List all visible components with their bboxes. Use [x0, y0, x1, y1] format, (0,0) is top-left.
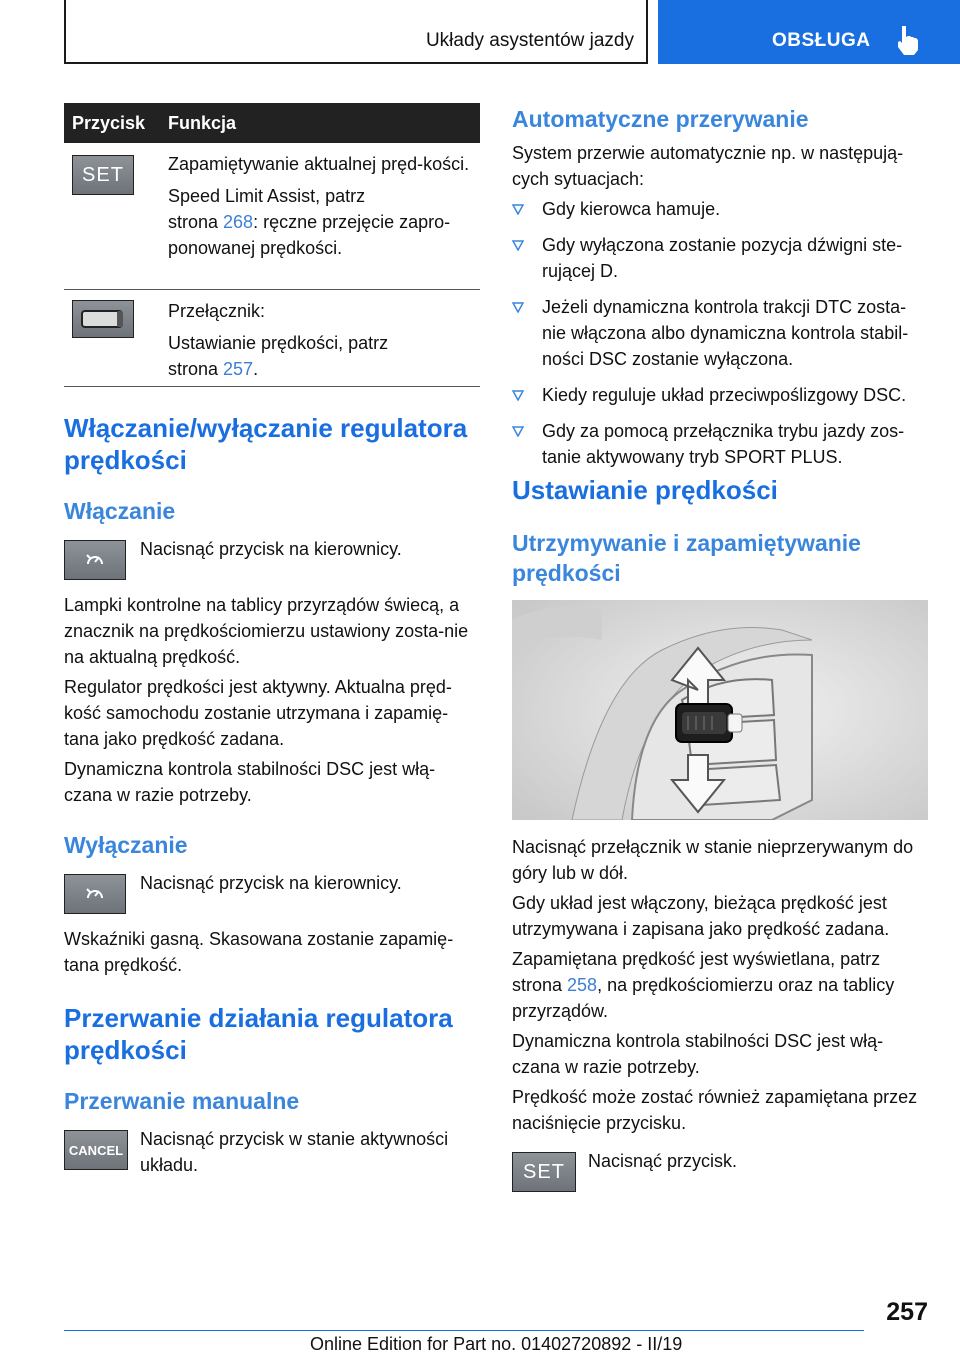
- page-link-268[interactable]: 268: [223, 212, 254, 232]
- list-item: Gdy wyłączona zostanie pozycja dźwigni ste-rującej D.: [512, 232, 928, 284]
- on-button-text: Nacisnąć przycisk na kierownicy.: [140, 539, 402, 559]
- hold-paragraph-3: Zapamiętana prędkość jest wyświetlana, patrz strona 258, na prędkościomierzu oraz na tablicy przyrządów.: [512, 949, 895, 1021]
- steering-wheel-switch-photo: [512, 600, 928, 820]
- hold-paragraph-5: Prędkość może zostać również zapamiętana przez naciśnięcie przycisku.: [512, 1087, 918, 1133]
- page-link-258[interactable]: 258: [567, 975, 598, 995]
- row2-text-2: Ustawianie prędkości, patrz strona 257.: [168, 333, 389, 379]
- set-button-text: Nacisnąć przycisk.: [588, 1151, 738, 1171]
- triangle-bullet-icon: [512, 239, 524, 251]
- heading-set-speed: Ustawianie prędkości: [512, 475, 778, 505]
- set-button-image: [72, 155, 134, 195]
- table-header: [64, 103, 480, 143]
- header-title-box: [64, 0, 648, 64]
- rocker-switch-icon: [79, 307, 127, 331]
- list-item: Kiedy reguluje układ przeciwpoślizgowy DSC.: [512, 382, 928, 408]
- rocker-switch-image: [72, 300, 134, 338]
- hold-paragraph-2: Gdy układ jest włączony, bieżąca prędkość jest utrzymywana i zapisana jako prędkość zadana.: [512, 893, 890, 939]
- heading-on: Włączanie: [64, 498, 176, 524]
- footer-edition: Online Edition for Part no. 01402720892 - II/19: [310, 1334, 683, 1354]
- page-link-257[interactable]: 257: [223, 359, 254, 379]
- heading-off: Wyłączanie: [64, 832, 188, 858]
- hold-paragraph-1: Nacisnąć przełącznik w stanie nieprzerywanym do góry lub w dół.: [512, 837, 914, 883]
- on-paragraph-3: Dynamiczna kontrola stabilności DSC jest włą-czana w razie potrzeby.: [64, 759, 436, 805]
- on-paragraph-1: Lampki kontrolne na tablicy przyrządów świecą, a znacznik na prędkościomierzu ustawiony zosta-nie na aktualną prędkość.: [64, 595, 469, 667]
- table-row: [64, 143, 480, 290]
- row2-text-1: Przełącznik:: [168, 301, 266, 321]
- set-button-image: [512, 1152, 576, 1192]
- table-header-button: Przycisk: [72, 113, 146, 133]
- on-paragraph-2: Regulator prędkości jest aktywny. Aktualna pręd-kość samochodu zostanie utrzymana i zapamię-tana jako prędkość zadana.: [64, 677, 452, 749]
- table-row: [64, 290, 480, 387]
- cruise-control-icon: [83, 884, 107, 904]
- heading-interrupt: Przerwanie działania regulatora prędkości: [64, 1003, 453, 1065]
- cancel-button-image: [64, 1130, 128, 1170]
- hand-pointer-icon: [894, 24, 922, 56]
- header-section-tab: [658, 0, 960, 64]
- list-item: Jeżeli dynamiczna kontrola trakcji DTC zosta-nie włączona albo dynamiczna kontrola stabil-ności DSC zostanie wyłączona.: [512, 294, 928, 372]
- steering-wheel-illustration: [512, 600, 928, 820]
- auto-bullet-list: [512, 196, 928, 480]
- off-paragraph: Wskaźniki gasną. Skasowana zostanie zapamię-tana prędkość.: [64, 929, 454, 975]
- triangle-bullet-icon: [512, 203, 524, 215]
- set-key-label: SET: [82, 163, 124, 186]
- header-title: Układy asystentów jazdy: [425, 30, 634, 51]
- manual-text: Nacisnąć przycisk w stanie aktywności układu.: [140, 1129, 449, 1175]
- triangle-bullet-icon: [512, 425, 524, 437]
- list-item: Gdy za pomocą przełącznika trybu jazdy zos-tanie aktywowany tryb SPORT PLUS.: [512, 418, 928, 470]
- cruise-button-image: [64, 540, 126, 580]
- footer-divider: [64, 1330, 864, 1331]
- heading-manual: Przerwanie manualne: [64, 1088, 300, 1114]
- list-item: Gdy kierowca hamuje.: [512, 196, 928, 222]
- cruise-control-icon: [83, 550, 107, 570]
- cruise-button-image-off: [64, 874, 126, 914]
- set-key-label: SET: [523, 1160, 565, 1183]
- heading-on-off: Włączanie/wyłączanie regulatora prędkości: [64, 413, 468, 475]
- triangle-bullet-icon: [512, 389, 524, 401]
- auto-paragraph: System przerwie automatycznie np. w następują-cych sytuacjach:: [512, 143, 904, 189]
- heading-hold: Utrzymywanie i zapamiętywanie prędkości: [512, 530, 861, 586]
- table-header-function: Funkcja: [168, 113, 237, 133]
- triangle-bullet-icon: [512, 301, 524, 313]
- cancel-key-label: CANCEL: [68, 1142, 124, 1158]
- row1-text-1: Zapamiętywanie aktualnej pręd-kości.: [168, 154, 470, 174]
- hold-paragraph-4: Dynamiczna kontrola stabilności DSC jest włą-czana w razie potrzeby.: [512, 1031, 884, 1077]
- off-button-text: Nacisnąć przycisk na kierownicy.: [140, 873, 402, 893]
- page-number: 257: [886, 1298, 928, 1326]
- button-function-table: [64, 103, 480, 387]
- header-section-label: OBSŁUGA: [772, 30, 871, 51]
- row1-text-2: Speed Limit Assist, patrz strona 268: ręczne przejęcie zapro-ponowanej prędkości.: [168, 186, 451, 258]
- heading-auto: Automatyczne przerywanie: [512, 106, 809, 132]
